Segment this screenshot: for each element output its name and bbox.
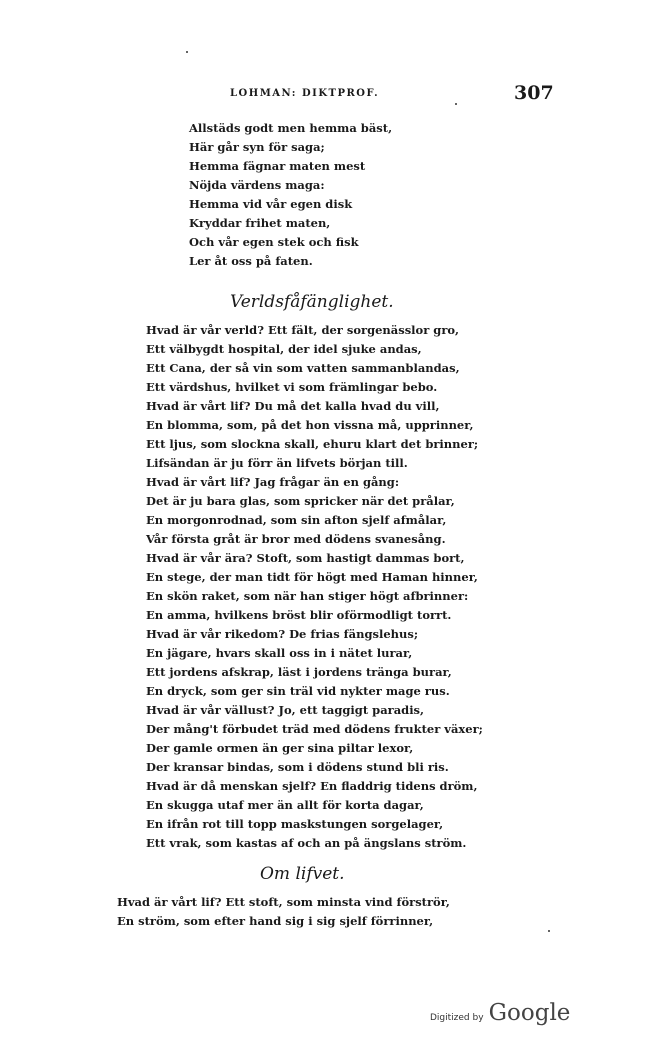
running-head: LOHMAN: DIKTPROF. bbox=[230, 88, 380, 99]
digitized-by-label: Digitized by bbox=[430, 1013, 484, 1023]
poem-line: En ifrån rot till topp maskstungen sorgelager, bbox=[146, 817, 444, 831]
poem-line: Der mång't förbudet träd med dödens frukter växer; bbox=[146, 722, 483, 736]
poem-line: Hvad är vår verld? Ett fält, der sorgenässlor gro, bbox=[146, 323, 460, 337]
poem-line: Det är ju bara glas, som spricker när det prålar, bbox=[146, 494, 455, 508]
poem-line: En stege, der man tidt för högt med Haman hinner, bbox=[146, 570, 478, 584]
stanza-line: Ler åt oss på faten. bbox=[189, 254, 313, 268]
poem-line: En skugga utaf mer än allt för korta dagar, bbox=[146, 798, 424, 812]
google-logo: Google bbox=[488, 1000, 571, 1026]
poem-title: Om lifvet. bbox=[260, 864, 345, 884]
poem-line: Hvad är då menskan sjelf? En fladdrig tidens dröm, bbox=[146, 779, 478, 793]
digitized-by-google-watermark bbox=[430, 1000, 570, 1026]
poem-line: Ett välbygdt hospital, der idel sjuke andas, bbox=[146, 342, 422, 356]
poem-line: En skön raket, som när han stiger högt afbrinner: bbox=[146, 589, 469, 603]
poem-line: En jägare, hvars skall oss in i nätet lurar, bbox=[146, 646, 413, 660]
poem-line: Hvad är vårt lif? Du må det kalla hvad du vill, bbox=[146, 399, 440, 413]
stanza-line: Hemma fägnar maten mest bbox=[189, 159, 366, 173]
poem-line: Ett Cana, der så vin som vatten sammanblandas, bbox=[146, 361, 460, 375]
poem-line: En amma, hvilkens bröst blir oförmodligt torrt. bbox=[146, 608, 452, 622]
poem-line: Hvad är vårt lif? Jag frågar än en gång: bbox=[146, 475, 400, 489]
poem-line: Lifsändan är ju förr än lifvets början till. bbox=[146, 456, 408, 470]
poem-line: Vår första gråt är bror med dödens svanesång. bbox=[146, 532, 446, 546]
ink-speck bbox=[548, 930, 550, 932]
poem-line: Ett värdshus, hvilket vi som främlingar bebo. bbox=[146, 380, 438, 394]
poem-line: Hvad är vår vällust? Jo, ett taggigt paradis, bbox=[146, 703, 425, 717]
stanza-line: Nöjda värdens maga: bbox=[189, 178, 325, 192]
poem-line: Hvad är vårt lif? Ett stoft, som minsta vind förströr, bbox=[117, 895, 450, 909]
poem-line: Ett vrak, som kastas af och an på ängslans ström. bbox=[146, 836, 467, 850]
ink-speck bbox=[455, 103, 457, 105]
poem-line: Hvad är vår ära? Stoft, som hastigt dammas bort, bbox=[146, 551, 465, 565]
page-number: 307 bbox=[514, 82, 554, 104]
poem-line: Ett ljus, som slockna skall, ehuru klart det brinner; bbox=[146, 437, 479, 451]
stanza-line: Här går syn för saga; bbox=[189, 140, 325, 154]
stanza-line: Och vår egen stek och fisk bbox=[189, 235, 359, 249]
poem-title: Verldsfåfänglighet. bbox=[230, 292, 394, 312]
stanza-line: Allstäds godt men hemma bäst, bbox=[189, 121, 393, 135]
ink-speck bbox=[186, 51, 188, 53]
poem-line: Der gamle ormen än ger sina piltar lexor, bbox=[146, 741, 414, 755]
poem-line: Hvad är vår rikedom? De frias fängslehus; bbox=[146, 627, 419, 641]
stanza-line: Kryddar frihet maten, bbox=[189, 216, 331, 230]
poem-line: En morgonrodnad, som sin afton sjelf afmålar, bbox=[146, 513, 447, 527]
poem-line: Ett jordens afskrap, läst i jordens tränga burar, bbox=[146, 665, 452, 679]
poem-line: En dryck, som ger sin träl vid nykter mage rus. bbox=[146, 684, 450, 698]
poem-line: En blomma, som, på det hon vissna må, upprinner, bbox=[146, 418, 474, 432]
poem-line: En ström, som efter hand sig i sig sjelf förrinner, bbox=[117, 914, 434, 928]
poem-line: Der kransar bindas, som i dödens stund bli ris. bbox=[146, 760, 449, 774]
stanza-line: Hemma vid vår egen disk bbox=[189, 197, 353, 211]
